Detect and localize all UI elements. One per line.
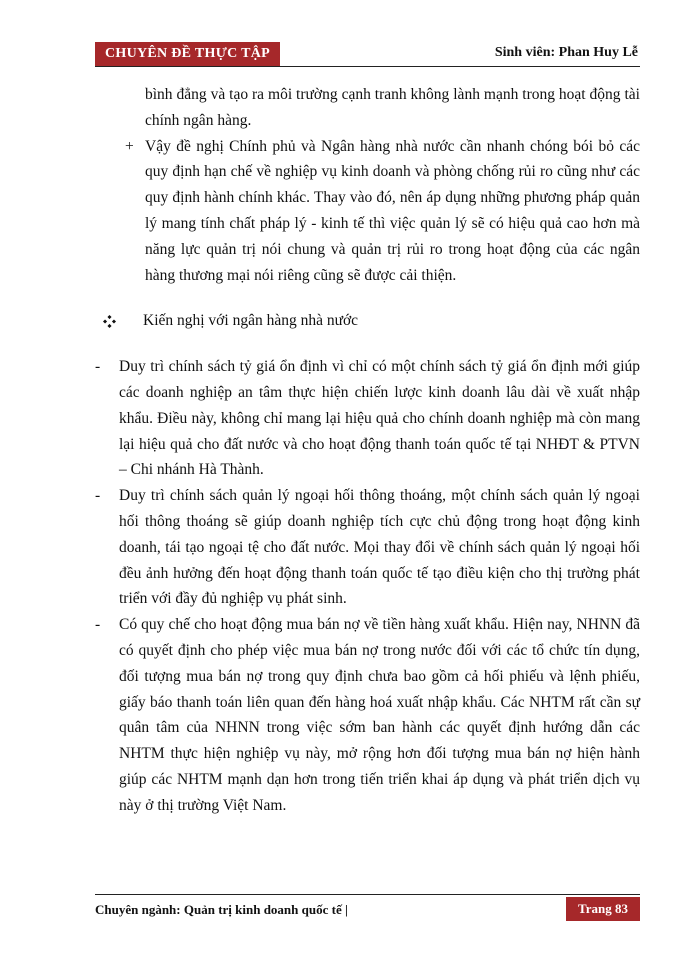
dash-marker: -: [95, 487, 101, 505]
section-heading-text: Kiến nghị với ngân hàng nhà nước: [143, 312, 359, 330]
student-name: Sinh viên: Phan Huy Lễ: [494, 45, 638, 60]
continuation-paragraph: bình đẳng và tạo ra môi trường cạnh tranh không lành mạnh trong hoạt động tài chính ngân hàng.: [145, 86, 640, 129]
dash-marker: -: [95, 616, 101, 634]
list-item: [95, 612, 640, 818]
plus-item-text: Vậy đề nghị Chính phủ và Ngân hàng nhà nước cần nhanh chóng bói bỏ các quy định hạn chế về nghiệp vụ kinh doanh và phòng chống rủi ro cũng như các quy định hành chính khác. Thay vào đó, nên áp dụng những phương pháp quản lý mang tính chất pháp lý - kinh tế thì việc quản lý sẽ có hiệu quả cao hơn mà năng lực quản trị nói chung và quản trị rủi ro trong hoạt động của các ngân hàng thương mại nói riêng cũng sẽ được cải thiện.: [145, 137, 640, 284]
page-number: Trang 83: [566, 897, 640, 921]
plus-marker: +: [125, 137, 134, 155]
page-body: [95, 82, 640, 819]
footer-major: Chuyên ngành: Quản trị kinh doanh quốc tế |: [95, 902, 348, 917]
footer-divider: [95, 894, 640, 895]
list-item-text: Có quy chế cho hoạt động mua bán nợ về tiền hàng xuất khẩu. Hiện nay, NHNN đã có quyết định cho phép việc mua bán nợ trong nước đối với các tổ chức tín dụng, đối tượng mua bán nợ trong quy định chưa bao gồm cả hối phiếu và lệnh phiếu, giấy báo thanh toán liên quan đến hàng hoá xuất nhập khẩu. Các NHTM rất cần sự quân tâm của NHNN trong việc sớm ban hành các quyết định hướng dẫn các NHTM thực hiện nghiệp vụ này, mở rộng hơn đối tượng mua bán nợ hiện hành giúp các NHTM mạnh dạn hơn trong tiến triển khai áp dụng và phát triển dịch vụ này ở thị trường Việt Nam.: [119, 616, 640, 814]
section-heading: [95, 308, 640, 334]
header-divider: [95, 66, 640, 67]
section-label: CHUYÊN ĐỀ THỰC TẬP: [95, 42, 280, 66]
dash-marker: -: [95, 358, 101, 376]
list-item-text: Duy trì chính sách quản lý ngoại hối thông thoáng, một chính sách quản lý ngoại hối thông thoáng sẽ giúp doanh nghiệp tích cực chủ động trong hoạt động kinh doanh, tái tạo ngoại tệ cho đất nước. Mọi thay đổi về chính sách quản lý ngoại hối đều ảnh hưởng đến hoạt động thanh toán quốc tế tạo điều kiện cho thị trường phát triển với đầy đủ nghiệp vụ phát sinh.: [119, 487, 640, 608]
four-diamond-bullet-icon: [103, 315, 116, 328]
list-item: [95, 483, 640, 612]
plus-list-item: [95, 134, 640, 289]
list-item: [95, 354, 640, 483]
list-item-text: Duy trì chính sách tỷ giá ổn định vì chỉ có một chính sách tỷ giá ổn định mới giúp các doanh nghiệp an tâm thực hiện chiến lược kinh doanh lâu dài về xuất nhập khẩu. Điều này, không chỉ mang lại hiệu quả cho chính doanh nghiệp mà còn mang lại hiệu quả cho đất nước và cho hoạt động thanh toán quốc tế tại NHĐT & PTVN – Chi nhánh Hà Thành.: [119, 358, 640, 479]
